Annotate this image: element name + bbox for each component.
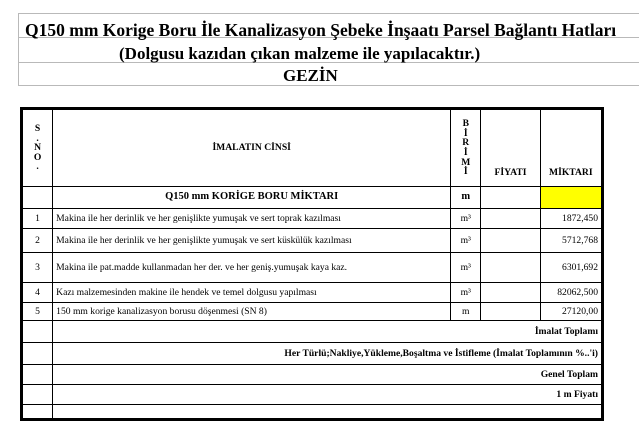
table-header-row — [22, 109, 603, 187]
section-row — [22, 187, 603, 209]
row-description: 150 mm korige kanalizasyon borusu döşenmesi (SN 8) — [53, 303, 451, 321]
row-number: 2 — [22, 229, 53, 253]
column-header-price: FİYATI — [481, 109, 540, 187]
summary-row — [22, 365, 603, 385]
cell — [53, 405, 603, 420]
row-unit: m³ — [451, 253, 481, 283]
grid-line — [19, 13, 639, 14]
row-price — [481, 283, 540, 303]
summary-row — [22, 343, 603, 365]
table-row — [22, 283, 603, 303]
cell — [22, 343, 53, 365]
location-label: GEZİN — [283, 66, 338, 85]
row-number: 5 — [22, 303, 53, 321]
row-unit: m — [451, 303, 481, 321]
summary-row — [22, 385, 603, 405]
row-unit: m³ — [451, 229, 481, 253]
cell — [22, 187, 53, 209]
column-header-quantity: MİKTARI — [540, 109, 602, 187]
document-title: Q150 mm Korige Boru İle Kanalizasyon Şebeke İnşaatı Parsel Bağlantı Hatları — [25, 20, 617, 40]
row-quantity: 5712,768 — [540, 229, 602, 253]
section-title: Q150 mm KORİGE BORU MİKTARI — [53, 187, 451, 209]
row-number: 4 — [22, 283, 53, 303]
document-subtitle: (Dolgusu kazıdan çıkan malzeme ile yapılacaktır.) — [119, 44, 481, 63]
cell — [22, 321, 53, 343]
sno-char: . — [36, 132, 39, 144]
table-row — [22, 303, 603, 321]
row-unit: m³ — [451, 209, 481, 229]
row-quantity: 82062,500 — [540, 283, 602, 303]
trailing-row — [22, 405, 603, 420]
imalat-toplami-label: İmalat Toplamı — [53, 321, 603, 343]
column-header-sno — [22, 109, 53, 187]
nakliye-label: Her Türlü;Nakliye,Yükleme,Boşaltma ve İstifleme (İmalat Toplamının %..'i) — [53, 343, 603, 365]
sno-char: O — [33, 151, 42, 163]
sno-char: . — [36, 161, 39, 173]
section-unit: m — [451, 187, 481, 209]
unit-char: İ — [463, 147, 468, 158]
table-row — [22, 229, 603, 253]
unit-char: B — [462, 118, 469, 130]
sno-char: N — [34, 142, 42, 154]
row-description: Makina ile her derinlik ve her genişlikte yumuşak ve sert toprak kazılması — [53, 209, 451, 229]
cell — [22, 405, 53, 420]
unit-char: İ — [463, 127, 468, 139]
cell — [22, 365, 53, 385]
row-quantity: 27120,00 — [540, 303, 602, 321]
table-row — [22, 209, 603, 229]
table-row — [22, 253, 603, 283]
genel-toplam-label: Genel Toplam — [53, 365, 603, 385]
row-unit: m³ — [451, 283, 481, 303]
birim-fiyat-label: 1 m Fiyatı — [53, 385, 603, 405]
unit-char: İ — [463, 166, 468, 178]
cell — [22, 385, 53, 405]
title-block — [18, 13, 639, 86]
row-number: 1 — [22, 209, 53, 229]
row-description: Kazı malzemesinden makine ile hendek ve temel dolgusu yapılması — [53, 283, 451, 303]
sno-char: S — [34, 123, 41, 135]
highlighted-quantity-cell — [540, 187, 602, 209]
column-header-unit — [451, 109, 481, 187]
quantity-table — [20, 107, 604, 421]
row-description: Makina ile pat.madde kullanmadan her der. ve her geniş.yumuşak kaya kaz. — [53, 253, 451, 283]
row-price — [481, 229, 540, 253]
row-description: Makina ile her derinlik ve her genişlikte yumuşak ve sert küskülük kazılması — [53, 229, 451, 253]
unit-char: R — [462, 137, 470, 149]
row-price — [481, 209, 540, 229]
cell — [481, 187, 540, 209]
row-quantity: 1872,450 — [540, 209, 602, 229]
row-number: 3 — [22, 253, 53, 283]
row-quantity: 6301,692 — [540, 253, 602, 283]
summary-row — [22, 321, 603, 343]
row-price — [481, 303, 540, 321]
row-price — [481, 253, 540, 283]
unit-char: M — [461, 156, 471, 168]
column-header-description: İMALATIN CİNSİ — [53, 109, 451, 187]
